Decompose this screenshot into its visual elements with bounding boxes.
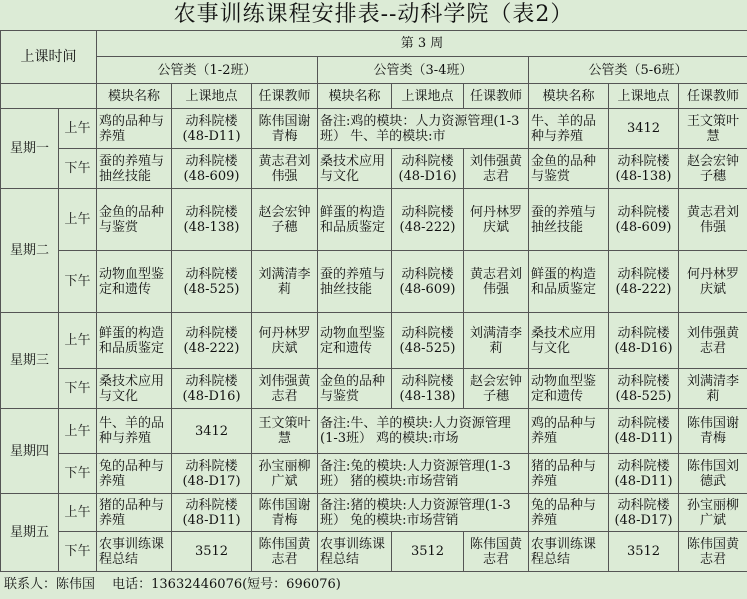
place-cell: 动科院楼(48-609) (609, 189, 679, 251)
teacher-cell: 何丹林罗庆斌 (464, 189, 529, 251)
module-cell: 猪的品种与养殖 (97, 494, 172, 532)
teacher-cell: 陈伟国谢青梅 (252, 109, 318, 149)
period-label: 上午 (59, 409, 97, 454)
table-row (1, 369, 747, 409)
module-cell: 金鱼的品种与鉴赏 (97, 189, 172, 251)
module-cell: 桑技术应用与文化 (97, 369, 172, 409)
period-label: 上午 (59, 313, 97, 369)
table-row (1, 409, 747, 454)
contact-footer: 联系人：陈伟国 电话：13632446076(短号：696076) (4, 577, 341, 592)
teacher-cell: 赵会宏钟子穗 (252, 189, 318, 251)
place-cell: 动科院楼(48-525) (172, 251, 252, 313)
module-cell: 桑技术应用与文化 (318, 149, 392, 189)
note-cell: 备注:鸡的模块：人力资源管理(1-3班） 牛、羊的模块:市 (318, 109, 529, 149)
module-cell: 牛、羊的品种与养殖 (529, 109, 609, 149)
module-cell: 农事训练课程总结 (529, 532, 609, 572)
module-cell: 鲜蛋的构造和品质鉴定 (529, 251, 609, 313)
teacher-cell: 刘伟强黄志君 (464, 149, 529, 189)
place-cell: 动科院楼(48-138) (392, 369, 464, 409)
table-row (1, 149, 747, 189)
place-cell: 动科院楼(48-525) (392, 313, 464, 369)
col-header-place: 上课地点 (609, 84, 679, 109)
period-label: 下午 (59, 369, 97, 409)
place-cell: 动科院楼(48-609) (392, 251, 464, 313)
module-cell: 动物血型鉴定和遗传 (529, 369, 609, 409)
col-header-teacher: 任课教师 (464, 84, 529, 109)
note-cell: 备注:牛、羊的模块:人力资源管理(1-3班） 鸡的模块:市场 (318, 409, 529, 454)
table-row (1, 313, 747, 369)
module-cell: 蚕的养殖与抽丝技能 (318, 251, 392, 313)
module-cell: 猪的品种与养殖 (529, 454, 609, 494)
teacher-cell: 陈伟国谢青梅 (679, 409, 747, 454)
module-cell: 兔的品种与养殖 (97, 454, 172, 494)
day-label: 星期二 (1, 189, 59, 313)
day-label: 星期三 (1, 313, 59, 409)
teacher-cell: 陈伟国谢青梅 (252, 494, 318, 532)
module-cell: 动物血型鉴定和遗传 (97, 251, 172, 313)
module-cell: 农事训练课程总结 (97, 532, 172, 572)
table-row (1, 251, 747, 313)
table-row (1, 494, 747, 532)
place-cell: 动科院楼(48-D16) (392, 149, 464, 189)
place-cell: 动科院楼(48-609) (172, 149, 252, 189)
page-title: 农事训练课程安排表--动科学院（表2） (173, 2, 574, 27)
day-label: 星期五 (1, 494, 59, 572)
module-cell: 金鱼的品种与鉴赏 (529, 149, 609, 189)
table-row (1, 109, 747, 149)
teacher-cell: 王文策叶慧 (679, 109, 747, 149)
col-header-module: 模块名称 (529, 84, 609, 109)
place-cell: 3412 (172, 409, 252, 454)
place-cell: 动科院楼(48-D11) (609, 454, 679, 494)
day-label: 星期一 (1, 109, 59, 189)
module-cell: 鸡的品种与养殖 (529, 409, 609, 454)
note-cell: 备注:猪的模块:人力资源管理(1-3班） 兔的模块:市场营销 (318, 494, 529, 532)
period-label: 下午 (59, 251, 97, 313)
teacher-cell: 赵会宏钟子穗 (679, 149, 747, 189)
module-cell: 鲜蛋的构造和品质鉴定 (318, 189, 392, 251)
col-header-module: 模块名称 (318, 84, 392, 109)
period-label: 下午 (59, 149, 97, 189)
place-cell: 动科院楼(48-D16) (172, 369, 252, 409)
place-cell: 动科院楼(48-525) (609, 369, 679, 409)
place-cell: 动科院楼(48-D17) (172, 454, 252, 494)
teacher-cell: 陈伟国黄志君 (679, 532, 747, 572)
table-row (1, 189, 747, 251)
teacher-cell: 何丹林罗庆斌 (252, 313, 318, 369)
teacher-cell: 何丹林罗庆斌 (679, 251, 747, 313)
module-cell: 鲜蛋的构造和品质鉴定 (97, 313, 172, 369)
place-cell: 动科院楼(48-222) (172, 313, 252, 369)
col-header-place: 上课地点 (392, 84, 464, 109)
module-cell: 金鱼的品种与鉴赏 (318, 369, 392, 409)
place-cell: 3512 (392, 532, 464, 572)
col-header-module: 模块名称 (97, 84, 172, 109)
period-label: 上午 (59, 189, 97, 251)
module-cell: 动物血型鉴定和遗传 (318, 313, 392, 369)
teacher-cell: 陈伟国刘德武 (679, 454, 747, 494)
teacher-cell: 刘满清李莉 (252, 251, 318, 313)
col-header-place: 上课地点 (172, 84, 252, 109)
teacher-cell: 孙宝丽柳广斌 (679, 494, 747, 532)
place-cell: 3512 (609, 532, 679, 572)
teacher-cell: 刘满清李莉 (464, 313, 529, 369)
period-label: 下午 (59, 532, 97, 572)
module-cell: 蚕的养殖与抽丝技能 (97, 149, 172, 189)
teacher-cell: 刘伟强黄志君 (679, 313, 747, 369)
teacher-cell: 孙宝丽柳广斌 (252, 454, 318, 494)
teacher-cell: 黄志君刘伟强 (252, 149, 318, 189)
table-row (1, 454, 747, 494)
period-label: 上午 (59, 109, 97, 149)
period-label: 下午 (59, 454, 97, 494)
place-cell: 动科院楼(48-222) (609, 251, 679, 313)
group-header: 公管类（3-4班） (318, 57, 529, 84)
period-label: 上午 (59, 494, 97, 532)
place-cell: 动科院楼(48-138) (609, 149, 679, 189)
place-cell: 动科院楼(48-138) (172, 189, 252, 251)
col-header-teacher: 任课教师 (252, 84, 318, 109)
place-cell: 动科院楼(48-D17) (609, 494, 679, 532)
place-cell: 动科院楼(48-D16) (609, 313, 679, 369)
module-cell: 鸡的品种与养殖 (97, 109, 172, 149)
group-header: 公管类（5-6班） (529, 57, 747, 84)
place-cell: 动科院楼(48-D11) (609, 409, 679, 454)
teacher-cell: 黄志君刘伟强 (464, 251, 529, 313)
day-label: 星期四 (1, 409, 59, 494)
group-header: 公管类（1-2班） (97, 57, 318, 84)
place-cell: 3512 (172, 532, 252, 572)
place-cell: 3412 (609, 109, 679, 149)
module-cell: 兔的品种与养殖 (529, 494, 609, 532)
teacher-cell: 陈伟国黄志君 (252, 532, 318, 572)
teacher-cell: 陈伟国黄志君 (464, 532, 529, 572)
note-cell: 备注:兔的模块:人力资源管理(1-3班） 猪的模块:市场营销 (318, 454, 529, 494)
place-cell: 动科院楼(48-222) (392, 189, 464, 251)
time-header: 上课时间 (1, 31, 97, 84)
module-cell: 桑技术应用与文化 (529, 313, 609, 369)
module-cell: 蚕的养殖与抽丝技能 (529, 189, 609, 251)
teacher-cell: 赵会宏钟子穗 (464, 369, 529, 409)
schedule-table (0, 30, 747, 572)
module-cell: 农事训练课程总结 (318, 532, 392, 572)
teacher-cell: 刘满清李莉 (679, 369, 747, 409)
week-header: 第 3 周 (97, 31, 747, 57)
place-cell: 动科院楼(48-D11) (172, 109, 252, 149)
teacher-cell: 王文策叶慧 (252, 409, 318, 454)
module-cell: 牛、羊的品种与养殖 (97, 409, 172, 454)
teacher-cell: 刘伟强黄志君 (252, 369, 318, 409)
teacher-cell: 黄志君刘伟强 (679, 189, 747, 251)
place-cell: 动科院楼(48-D11) (172, 494, 252, 532)
table-row (1, 532, 747, 572)
col-header-teacher: 任课教师 (679, 84, 747, 109)
